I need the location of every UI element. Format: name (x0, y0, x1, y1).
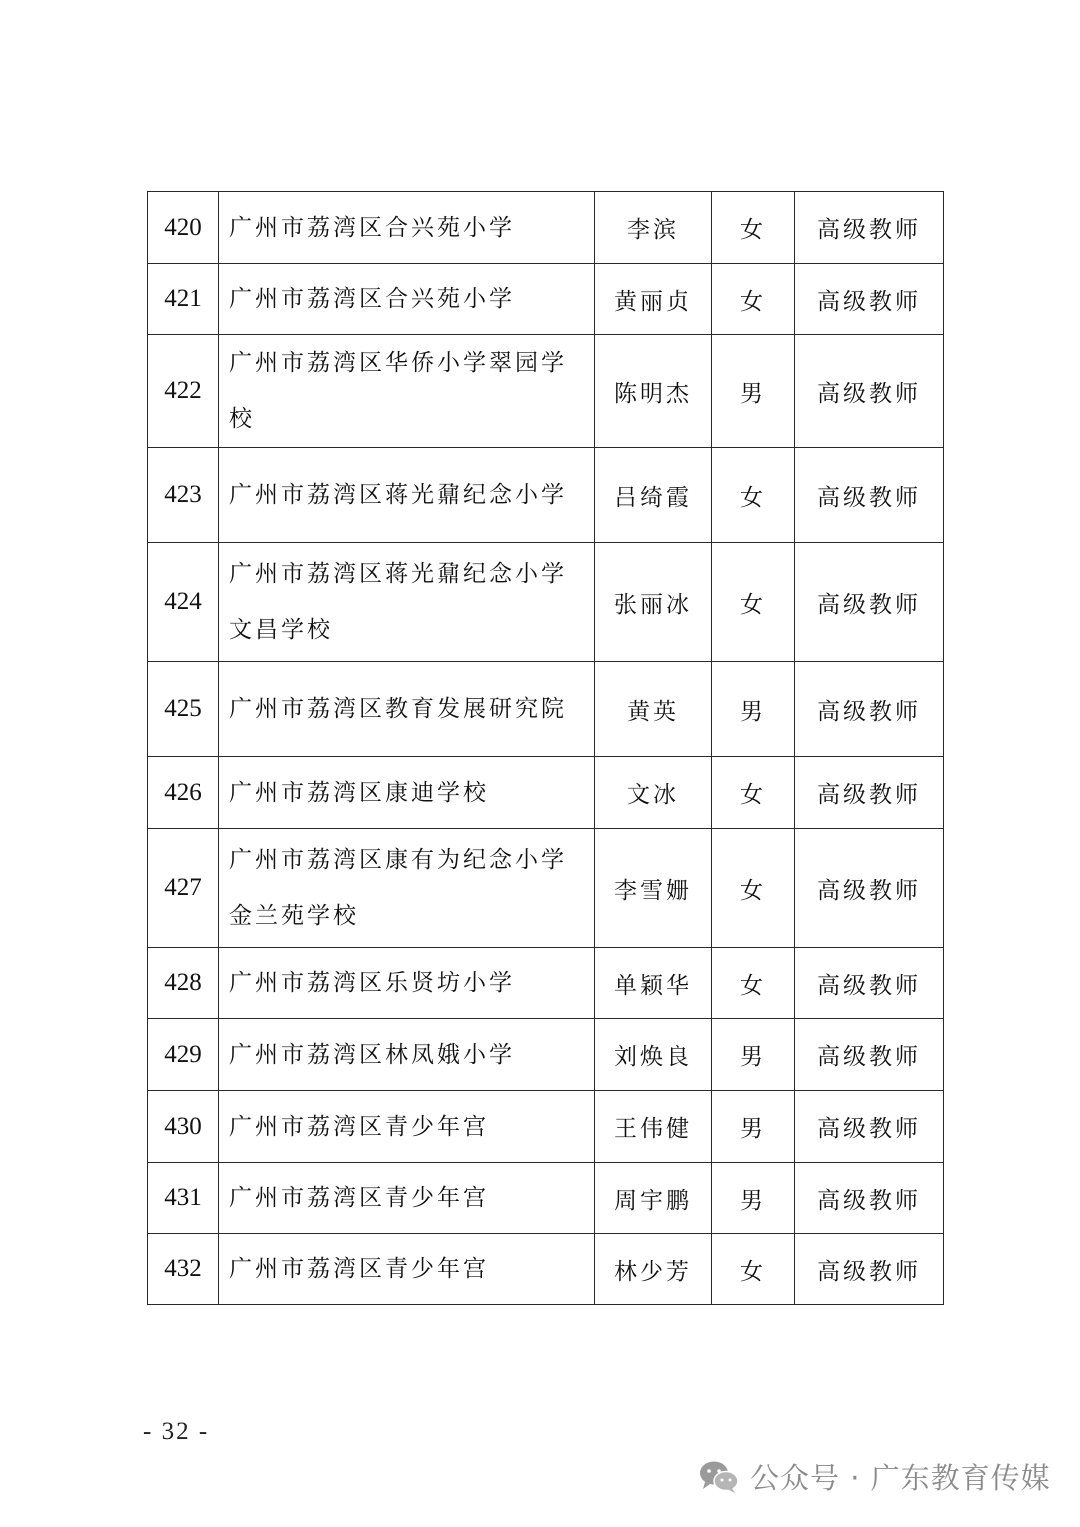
gender: 女 (712, 543, 795, 662)
table-row (148, 448, 944, 543)
gender: 女 (712, 757, 795, 829)
job-title: 高级教师 (795, 543, 944, 662)
gender: 男 (712, 1091, 795, 1163)
gender: 女 (712, 829, 795, 948)
row-number: 428 (148, 948, 219, 1019)
row-number: 432 (148, 1234, 219, 1305)
job-title: 高级教师 (795, 1163, 944, 1234)
table-row (148, 543, 944, 662)
row-number: 425 (148, 662, 219, 757)
teacher-name: 黄英 (595, 662, 712, 757)
table-row (148, 757, 944, 829)
teacher-list-table (147, 191, 944, 1305)
school-name: 广州市荔湾区乐贤坊小学 (219, 948, 595, 1019)
job-title: 高级教师 (795, 948, 944, 1019)
gender: 男 (712, 1163, 795, 1234)
teacher-name: 李滨 (595, 192, 712, 264)
school-name: 广州市荔湾区蒋光鼐纪念小学 (219, 448, 595, 543)
page-number: - 32 - (143, 1418, 210, 1445)
row-number: 426 (148, 757, 219, 829)
teacher-name: 周宇鹏 (595, 1163, 712, 1234)
row-number: 430 (148, 1091, 219, 1163)
teacher-name: 刘焕良 (595, 1019, 712, 1091)
gender: 女 (712, 448, 795, 543)
school-name: 广州市荔湾区康迪学校 (219, 757, 595, 829)
row-number: 422 (148, 335, 219, 448)
school-name: 广州市荔湾区康有为纪念小学金兰苑学校 (219, 829, 595, 948)
school-name: 广州市荔湾区蒋光鼐纪念小学文昌学校 (219, 543, 595, 662)
teacher-name: 文冰 (595, 757, 712, 829)
row-number: 420 (148, 192, 219, 264)
school-name: 广州市荔湾区林凤娥小学 (219, 1019, 595, 1091)
teacher-name: 黄丽贞 (595, 264, 712, 335)
job-title: 高级教师 (795, 1234, 944, 1305)
teacher-name: 林少芳 (595, 1234, 712, 1305)
job-title: 高级教师 (795, 1091, 944, 1163)
table-row (148, 1019, 944, 1091)
table-row (148, 1163, 944, 1234)
school-name: 广州市荔湾区华侨小学翠园学校 (219, 335, 595, 448)
gender: 女 (712, 192, 795, 264)
row-number: 429 (148, 1019, 219, 1091)
job-title: 高级教师 (795, 448, 944, 543)
table-row (148, 1091, 944, 1163)
school-name: 广州市荔湾区青少年宫 (219, 1234, 595, 1305)
table-row (148, 335, 944, 448)
table-row (148, 264, 944, 335)
job-title: 高级教师 (795, 192, 944, 264)
table-row (148, 948, 944, 1019)
teacher-name: 李雪姗 (595, 829, 712, 948)
teacher-name: 吕绮霞 (595, 448, 712, 543)
job-title: 高级教师 (795, 757, 944, 829)
job-title: 高级教师 (795, 264, 944, 335)
row-number: 431 (148, 1163, 219, 1234)
job-title: 高级教师 (795, 829, 944, 948)
gender: 男 (712, 662, 795, 757)
school-name: 广州市荔湾区合兴苑小学 (219, 264, 595, 335)
row-number: 424 (148, 543, 219, 662)
job-title: 高级教师 (795, 662, 944, 757)
watermark (698, 1456, 1051, 1497)
gender: 女 (712, 264, 795, 335)
row-number: 427 (148, 829, 219, 948)
school-name: 广州市荔湾区合兴苑小学 (219, 192, 595, 264)
table-row (148, 1234, 944, 1305)
table-row (148, 829, 944, 948)
teacher-name: 张丽冰 (595, 543, 712, 662)
gender: 女 (712, 948, 795, 1019)
gender: 男 (712, 335, 795, 448)
watermark-text: 公众号 · 广东教育传媒 (750, 1461, 1051, 1495)
job-title: 高级教师 (795, 1019, 944, 1091)
school-name: 广州市荔湾区青少年宫 (219, 1163, 595, 1234)
gender: 男 (712, 1019, 795, 1091)
gender: 女 (712, 1234, 795, 1305)
school-name: 广州市荔湾区教育发展研究院 (219, 662, 595, 757)
teacher-name: 单颖华 (595, 948, 712, 1019)
teacher-name: 陈明杰 (595, 335, 712, 448)
row-number: 421 (148, 264, 219, 335)
teacher-name: 王伟健 (595, 1091, 712, 1163)
row-number: 423 (148, 448, 219, 543)
wechat-icon (698, 1459, 740, 1495)
job-title: 高级教师 (795, 335, 944, 448)
table-row (148, 662, 944, 757)
table-row (148, 192, 944, 264)
school-name: 广州市荔湾区青少年宫 (219, 1091, 595, 1163)
